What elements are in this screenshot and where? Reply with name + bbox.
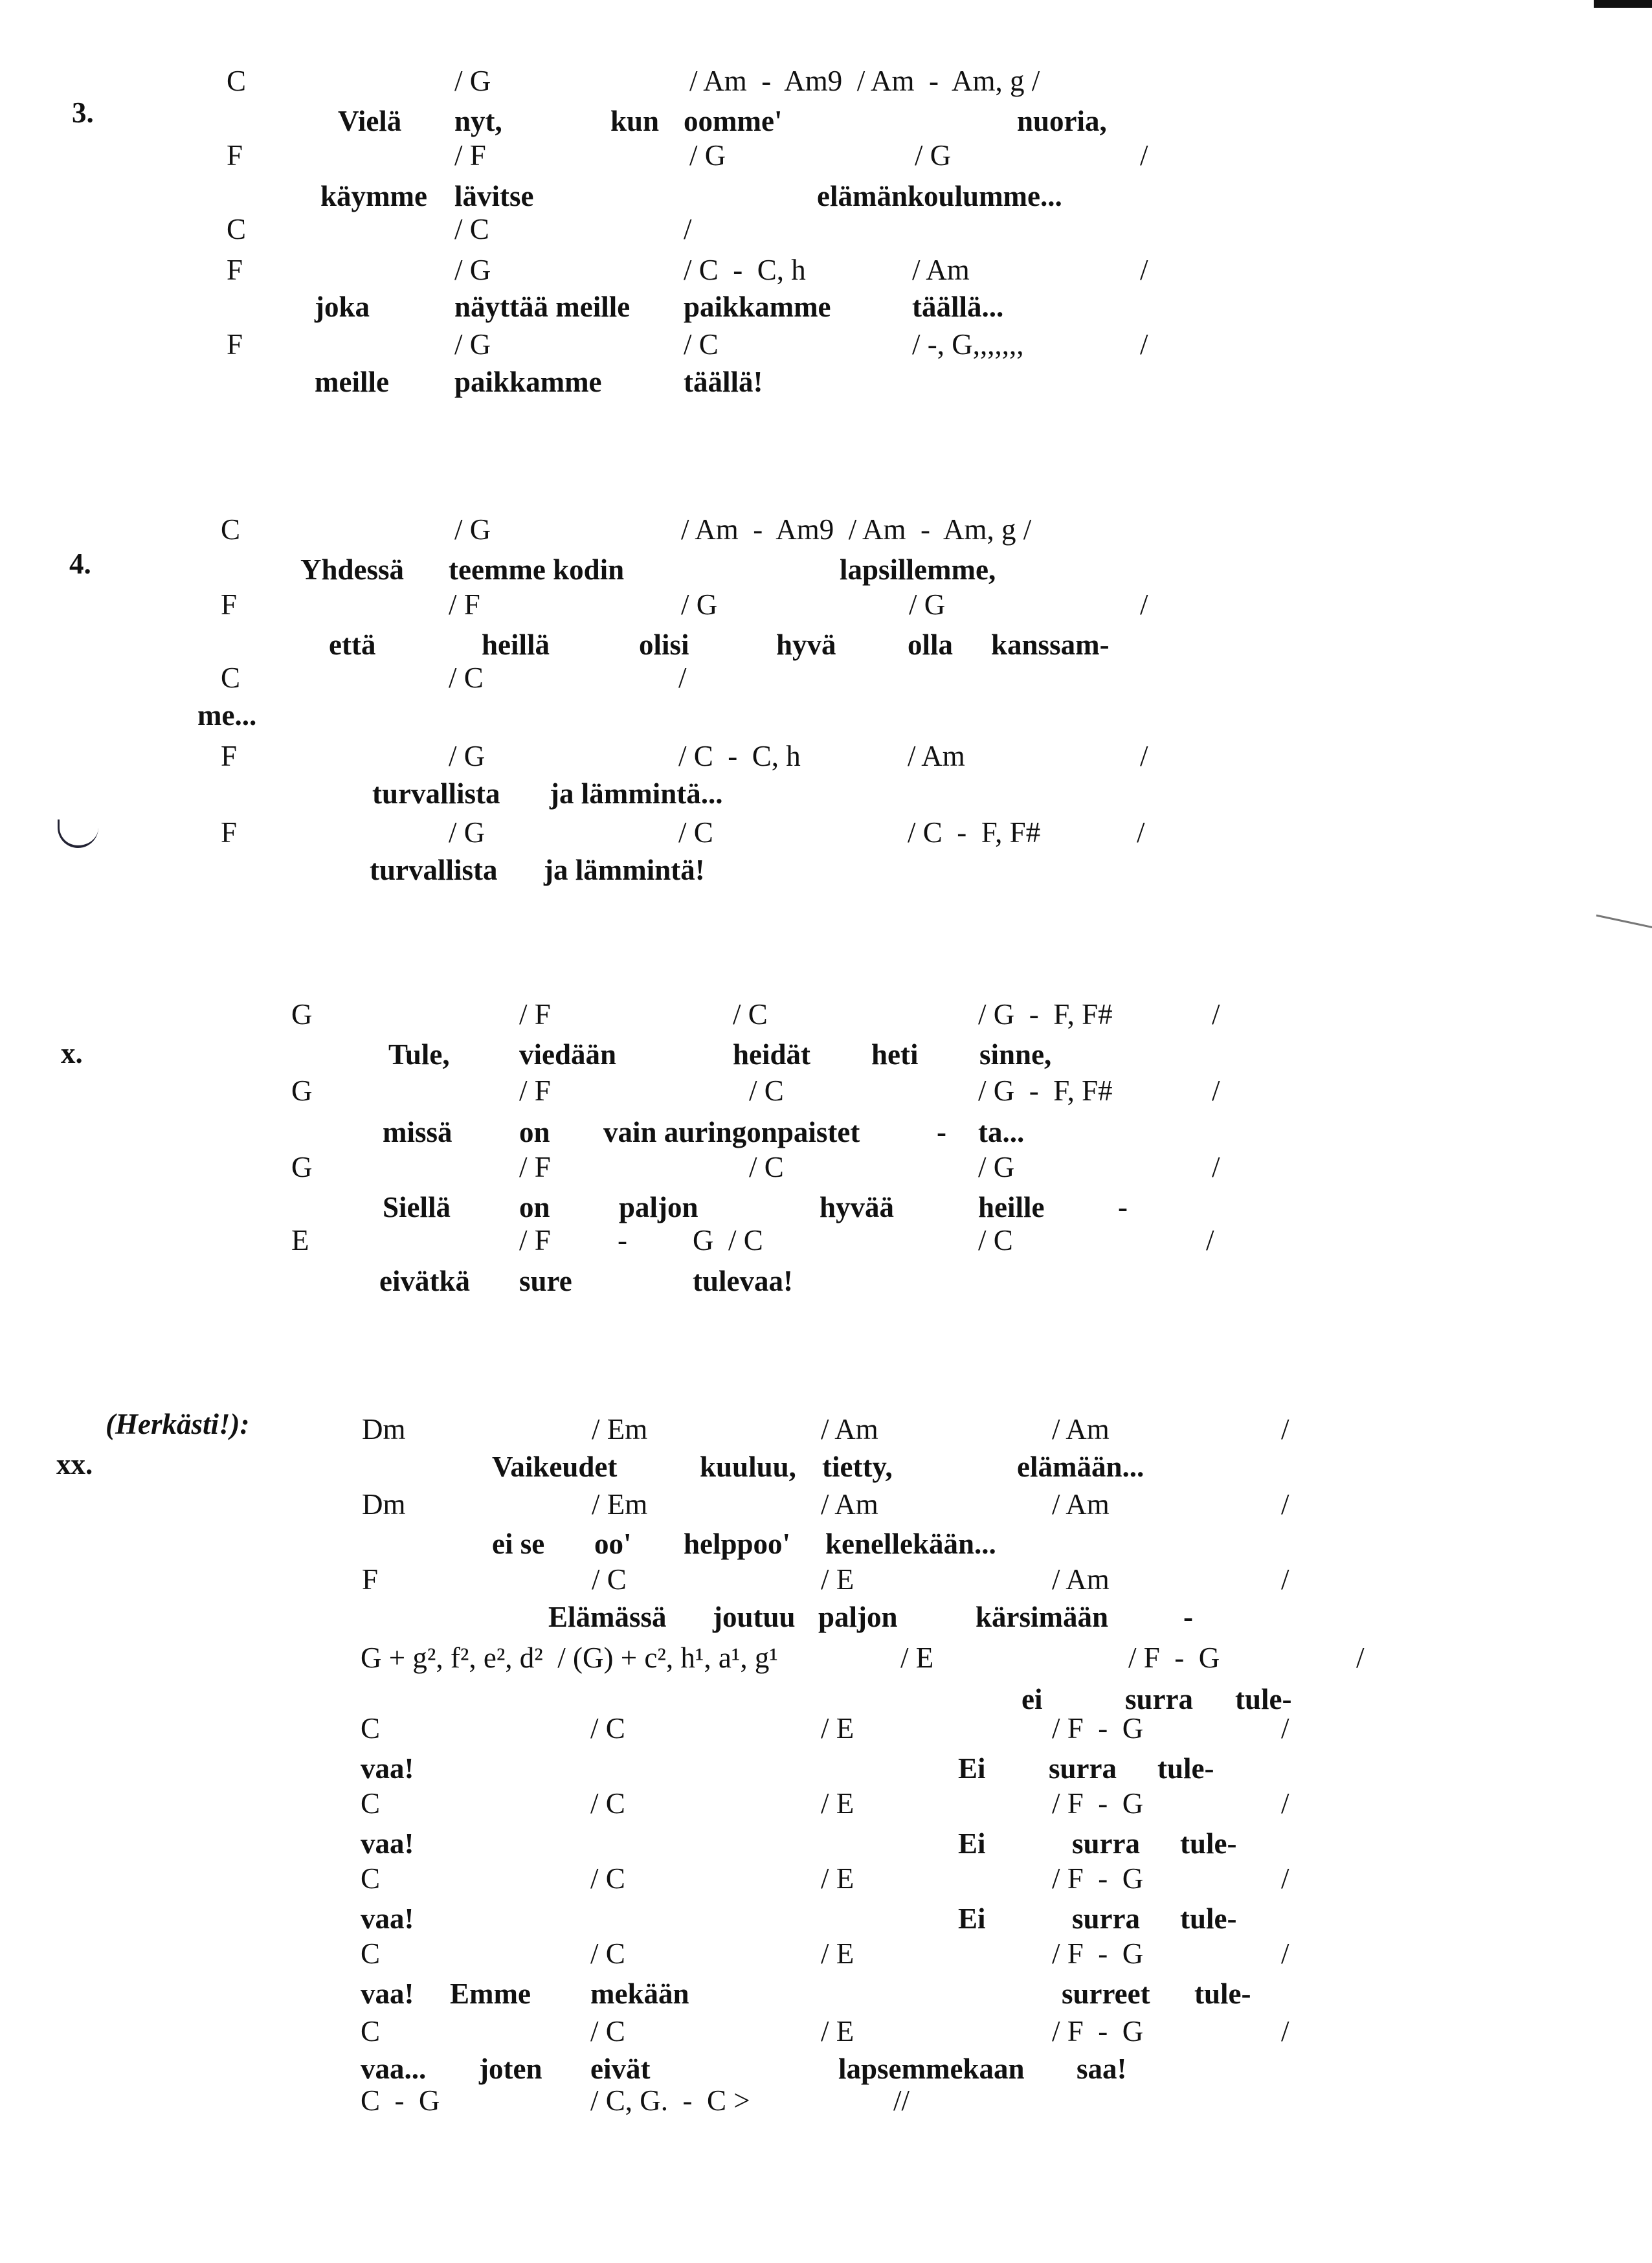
lyric-text: täällä... (912, 291, 1004, 323)
chord-symbol: / (1356, 1642, 1365, 1674)
chord-symbol: / Am (821, 1413, 878, 1445)
chord-symbol: / G (915, 139, 952, 172)
chord-symbol: / F - G (1052, 1787, 1144, 1820)
lyric-text: paljon (818, 1601, 898, 1633)
lyric-text: joten (479, 2053, 542, 2085)
lyric-text: lapsemmekaan (838, 2053, 1025, 2085)
chord-symbol: / C (978, 1224, 1013, 1256)
chord-symbol: / (1212, 998, 1220, 1031)
chord-symbol: / E (900, 1642, 934, 1674)
chord-symbol: / E (821, 1937, 854, 1970)
chord-symbol: / C (590, 1937, 625, 1970)
chord-symbol: / F (519, 1151, 551, 1183)
lyric-text: heidät (733, 1038, 811, 1071)
chord-symbol: C (361, 1712, 381, 1745)
chord-symbol: / C, G. - C > (590, 2084, 750, 2117)
chord-symbol: / (678, 662, 687, 694)
lyric-text: paikkamme (454, 366, 602, 398)
lyric-text: vaa! (361, 1902, 414, 1935)
lyric-text: Siellä (383, 1191, 451, 1223)
lyric-text: oo' (594, 1528, 632, 1560)
lyric-text: paljon (619, 1191, 698, 1223)
chord-symbol: - (618, 1224, 627, 1256)
chord-symbol: / Em (592, 1413, 648, 1445)
chord-symbol: / G (449, 740, 486, 772)
lyric-text: ei (1021, 1683, 1043, 1715)
chord-symbol: / Am (908, 740, 965, 772)
chord-symbol: F (221, 740, 238, 772)
lyric-text: hyvä (776, 629, 836, 661)
chord-symbol: / C - C, h (684, 254, 806, 286)
lyric-text: surra (1125, 1683, 1193, 1715)
lyric-text: sinne, (979, 1038, 1052, 1071)
chord-symbol: / (1281, 1787, 1289, 1820)
lyric-text: elämänkoulumme... (817, 180, 1062, 212)
chord-symbol: / F - G (1052, 1937, 1144, 1970)
lyric-text: - (1118, 1191, 1128, 1223)
chord-symbol: / C (449, 662, 484, 694)
lyric-text: kun (610, 105, 660, 137)
lyric-text: olisi (639, 629, 689, 661)
lyric-text: heille (978, 1191, 1045, 1223)
lyric-text: Vielä (338, 105, 402, 137)
lyric-text: Tule, (388, 1038, 450, 1071)
lyric-text: surra (1072, 1902, 1140, 1935)
chord-symbol: F (221, 588, 238, 621)
lyric-text: Ei (958, 1752, 986, 1785)
lyric-text: ei se (492, 1528, 545, 1560)
lyric-text: kuuluu, (700, 1451, 796, 1483)
chord-symbol: / (1281, 1937, 1289, 1970)
chord-symbol: / G (909, 588, 946, 621)
lyric-text: ta... (978, 1116, 1025, 1148)
chord-symbol: / -, G,,,,,,, (912, 328, 1024, 361)
lyric-text: tulevaa! (693, 1265, 793, 1297)
chord-symbol: F (227, 139, 243, 172)
pencil-arc-mark (58, 819, 98, 848)
chord-symbol: / G (978, 1151, 1015, 1183)
chord-symbol: / F (454, 139, 486, 172)
chord-symbol: F (227, 254, 243, 286)
lyric-text: heti (871, 1038, 919, 1071)
chord-symbol: / (1140, 328, 1148, 361)
lyric-text: vaa! (361, 1827, 414, 1860)
lyric-text: eivät (590, 2053, 651, 2085)
chord-symbol: / F - G (1128, 1642, 1220, 1674)
lyric-text: täällä! (684, 366, 763, 398)
chord-symbol: / G (454, 513, 491, 546)
chord-symbol: / (1281, 2015, 1289, 2047)
lyric-text: vaa... (361, 2053, 427, 2085)
lyric-text: kenellekään... (825, 1528, 996, 1560)
lyric-text: Vaikeudet (492, 1451, 618, 1483)
chord-symbol: / (1281, 1862, 1289, 1895)
chord-symbol: / (1212, 1075, 1220, 1107)
lyric-text: tietty, (822, 1451, 893, 1483)
lyric-text: ja lämmintä... (550, 777, 723, 810)
lyric-text: tule- (1235, 1683, 1292, 1715)
lyric-text: vain auringonpaistet (603, 1116, 860, 1148)
lyric-text: näyttää meille (454, 291, 631, 323)
chord-symbol: / (1206, 1224, 1214, 1256)
chord-symbol: / G - F, F# (978, 1075, 1113, 1107)
lyric-text: on (519, 1191, 550, 1223)
chord-symbol: C (361, 2015, 381, 2047)
chord-symbol: F (227, 328, 243, 361)
lyric-text: Emme (450, 1978, 531, 2010)
chord-symbol: / F (519, 998, 551, 1031)
chord-symbol: / E (821, 1862, 854, 1895)
chord-symbol: / C (678, 816, 713, 849)
lyric-text: Ei (958, 1902, 986, 1935)
lyric-text: turvallista (370, 854, 498, 886)
lyric-text: tule- (1194, 1978, 1251, 2010)
chord-symbol: / G (681, 588, 718, 621)
lyric-text: sure (519, 1265, 572, 1297)
pencil-stroke-mark (1596, 915, 1652, 929)
lyric-text: lapsillemme, (840, 553, 996, 586)
chord-symbol: / Am - Am9 / Am - Am, g / (689, 65, 1040, 97)
chord-symbol: / (1212, 1151, 1220, 1183)
lyric-text: joutuu (713, 1601, 796, 1633)
chord-symbol: / Em (592, 1488, 648, 1521)
chord-symbol: / Am (821, 1488, 878, 1521)
chord-symbol: / C (590, 2015, 625, 2047)
chord-symbol: / C (749, 1151, 784, 1183)
chord-symbol: / (1281, 1712, 1289, 1745)
lyric-text: mekään (590, 1978, 689, 2010)
lyric-text: oomme' (684, 105, 783, 137)
section-number: x. (61, 1037, 83, 1069)
lyric-text: nyt, (454, 105, 502, 137)
section-number: xx. (56, 1448, 93, 1480)
chord-symbol: / G (449, 816, 486, 849)
chord-symbol: C (221, 513, 241, 546)
chord-symbol: / C - C, h (678, 740, 801, 772)
lyric-text: eivätkä (379, 1265, 470, 1297)
chord-symbol: / (1137, 816, 1145, 849)
chord-symbol: G (291, 1151, 313, 1183)
chord-symbol: F (221, 816, 238, 849)
lyric-text: saa! (1077, 2053, 1127, 2085)
lyric-text: vaa! (361, 1978, 414, 2010)
chord-symbol: / E (821, 2015, 854, 2047)
lyric-text: teemme kodin (449, 553, 625, 586)
chord-symbol: / F - G (1052, 2015, 1144, 2047)
lyric-text: on (519, 1116, 550, 1148)
lyric-text: lävitse (454, 180, 534, 212)
chord-symbol: Dm (362, 1488, 406, 1521)
lyric-text: olla (908, 629, 954, 661)
lyric-text: kanssam- (991, 629, 1110, 661)
lyric-text: Yhdessä (300, 553, 405, 586)
chord-symbol: / C (749, 1075, 784, 1107)
chord-symbol: / (1281, 1488, 1289, 1521)
chord-symbol: G (291, 1075, 313, 1107)
lyric-text: joka (315, 291, 370, 323)
section-number: 4. (69, 548, 91, 580)
lyric-text: kärsimään (976, 1601, 1109, 1633)
chord-symbol: F (362, 1563, 379, 1596)
chord-symbol: / C (733, 998, 768, 1031)
chord-symbol: C (361, 1937, 381, 1970)
lyric-text: - (937, 1116, 946, 1148)
chord-symbol: / C (684, 328, 719, 361)
chord-symbol: / G (454, 328, 491, 361)
chord-symbol: / F (519, 1224, 551, 1256)
lyric-text: me... (197, 699, 257, 731)
chord-symbol: / (1140, 588, 1148, 621)
chord-symbol: / F - G (1052, 1712, 1144, 1745)
chord-symbol: / (1140, 740, 1148, 772)
lyric-text: viedään (519, 1038, 617, 1071)
performance-note: (Herkästi!): (106, 1408, 250, 1440)
chord-symbol: C - G (361, 2084, 440, 2117)
chord-symbol: / (1140, 254, 1148, 286)
chord-symbol: / F (449, 588, 480, 621)
chord-symbol: / C (454, 213, 489, 245)
chord-symbol: / Am (1052, 1563, 1110, 1596)
lyric-text: surreet (1062, 1978, 1150, 2010)
chord-symbol: / Am (1052, 1413, 1110, 1445)
chord-symbol: C (227, 213, 247, 245)
lyric-text: tule- (1180, 1827, 1237, 1860)
chord-symbol: / C (590, 1862, 625, 1895)
chord-symbol: / (684, 213, 692, 245)
chord-symbol: / C (590, 1787, 625, 1820)
lyric-text: surra (1072, 1827, 1140, 1860)
chord-symbol: // (893, 2084, 910, 2117)
section-number: 3. (72, 96, 94, 129)
lyric-text: - (1183, 1601, 1193, 1633)
chord-symbol: / (1140, 139, 1148, 172)
chord-symbol: / Am (912, 254, 970, 286)
chord-symbol: C (221, 662, 241, 694)
chord-symbol: G / C (693, 1224, 763, 1256)
chord-symbol: G + g², f², e², d² / (G) + c², h¹, a¹, g¹ (361, 1642, 778, 1674)
chord-symbol: / (1281, 1413, 1289, 1445)
lyric-text: elämään... (1017, 1451, 1144, 1483)
lyric-text: heillä (482, 629, 550, 661)
chord-symbol: E (291, 1224, 309, 1256)
chord-symbol: G (291, 998, 313, 1031)
chord-symbol: / (1281, 1563, 1289, 1596)
chord-symbol: / G (454, 65, 491, 97)
lyric-text: turvallista (372, 777, 500, 810)
lyric-text: että (329, 629, 376, 661)
lyric-text: Elämässä (548, 1601, 667, 1633)
chord-symbol: / E (821, 1712, 854, 1745)
lyric-text: tule- (1180, 1902, 1237, 1935)
chord-symbol: C (361, 1787, 381, 1820)
chord-symbol: / C (592, 1563, 627, 1596)
lyric-text: tule- (1157, 1752, 1214, 1785)
chord-symbol: / E (821, 1563, 854, 1596)
chord-symbol: / G - F, F# (978, 998, 1113, 1031)
chord-symbol: / C - F, F# (908, 816, 1041, 849)
lyric-text: vaa! (361, 1752, 414, 1785)
scan-edge-mark (1594, 0, 1652, 8)
chord-symbol: / G (454, 254, 491, 286)
lyric-text: surra (1049, 1752, 1117, 1785)
chord-symbol: C (227, 65, 247, 97)
chord-symbol: / E (821, 1787, 854, 1820)
lyric-text: missä (383, 1116, 452, 1148)
chord-symbol: C (361, 1862, 381, 1895)
chord-symbol: / C (590, 1712, 625, 1745)
chord-symbol: / F - G (1052, 1862, 1144, 1895)
lyric-text: käymme (320, 180, 427, 212)
lyric-text: Ei (958, 1827, 986, 1860)
lyric-text: hyvää (820, 1191, 895, 1223)
chord-symbol: / Am - Am9 / Am - Am, g / (681, 513, 1032, 546)
chord-symbol: / G (689, 139, 726, 172)
lyric-text: ja lämmintä! (544, 854, 705, 886)
lyric-text: helppoo' (684, 1528, 791, 1560)
lyric-text: paikkamme (684, 291, 831, 323)
chord-symbol: / Am (1052, 1488, 1110, 1521)
chord-symbol: / F (519, 1075, 551, 1107)
chord-symbol: Dm (362, 1413, 406, 1445)
lyric-text: nuoria, (1017, 105, 1107, 137)
lyric-text: meille (315, 366, 389, 398)
